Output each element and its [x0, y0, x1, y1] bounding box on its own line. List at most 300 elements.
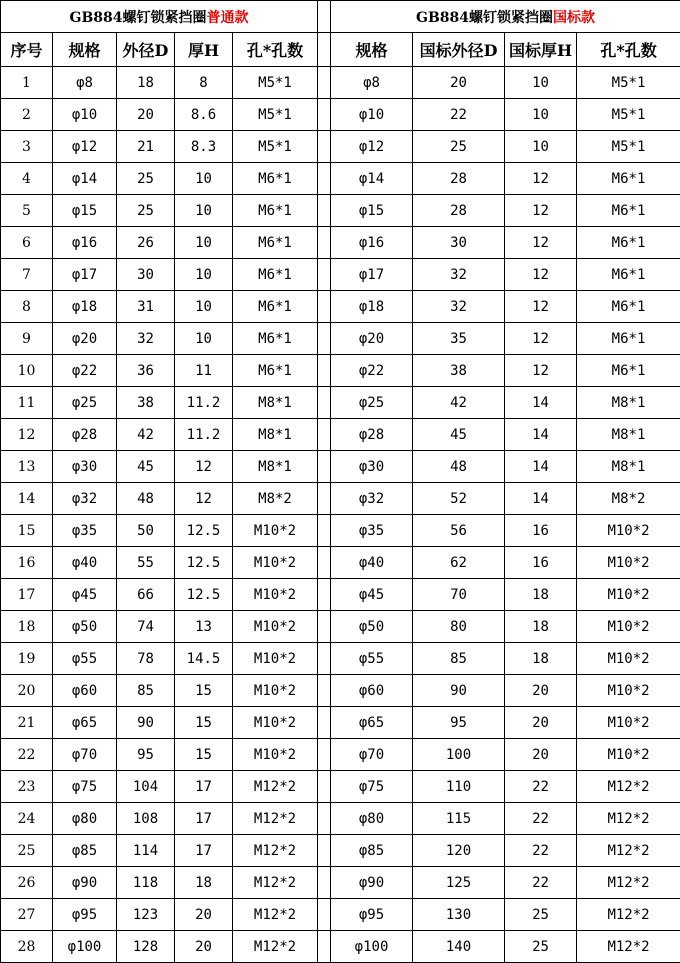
cell-gb-outer-diameter: 22: [413, 99, 505, 131]
cell-gb-thickness: 22: [505, 835, 577, 867]
cell-seq: 22: [1, 739, 53, 771]
cell-gb-thickness: 16: [505, 515, 577, 547]
cell-holes: M12*2: [233, 899, 318, 931]
table-row: [1, 387, 680, 419]
cell-holes: M6*1: [233, 259, 318, 291]
column-gap: [318, 483, 331, 515]
cell-gb-spec: φ55: [331, 643, 413, 675]
cell-gb-outer-diameter: 35: [413, 323, 505, 355]
cell-seq: 26: [1, 867, 53, 899]
cell-gb-holes: M12*2: [577, 803, 680, 835]
cell-thickness: 18: [175, 867, 233, 899]
column-gap: [318, 323, 331, 355]
cell-outer-diameter: 123: [117, 899, 175, 931]
cell-seq: 20: [1, 675, 53, 707]
table-row: [1, 707, 680, 739]
column-gap: [318, 579, 331, 611]
table-row: [1, 899, 680, 931]
cell-seq: 16: [1, 547, 53, 579]
cell-outer-diameter: 66: [117, 579, 175, 611]
cell-gb-outer-diameter: 20: [413, 67, 505, 99]
cell-gb-holes: M6*1: [577, 259, 680, 291]
column-gap: [318, 835, 331, 867]
cell-spec: φ15: [53, 195, 117, 227]
cell-outer-diameter: 25: [117, 195, 175, 227]
cell-gb-holes: M10*2: [577, 611, 680, 643]
table-row: [1, 259, 680, 291]
cell-seq: 1: [1, 67, 53, 99]
cell-holes: M8*2: [233, 483, 318, 515]
cell-gb-holes: M10*2: [577, 739, 680, 771]
cell-seq: 5: [1, 195, 53, 227]
table-row: [1, 483, 680, 515]
cell-gb-outer-diameter: 115: [413, 803, 505, 835]
cell-gb-holes: M8*1: [577, 419, 680, 451]
cell-spec: φ30: [53, 451, 117, 483]
cell-holes: M5*1: [233, 99, 318, 131]
cell-gb-spec: φ75: [331, 771, 413, 803]
cell-outer-diameter: 74: [117, 611, 175, 643]
cell-holes: M10*2: [233, 675, 318, 707]
cell-spec: φ45: [53, 579, 117, 611]
cell-gb-outer-diameter: 125: [413, 867, 505, 899]
column-gap: [318, 643, 331, 675]
cell-holes: M10*2: [233, 739, 318, 771]
cell-holes: M5*1: [233, 131, 318, 163]
cell-seq: 21: [1, 707, 53, 739]
table-row: [1, 99, 680, 131]
cell-gb-outer-diameter: 70: [413, 579, 505, 611]
cell-gb-holes: M12*2: [577, 931, 680, 963]
cell-seq: 14: [1, 483, 53, 515]
table-row: [1, 643, 680, 675]
column-gap: [318, 163, 331, 195]
table-row: [1, 131, 680, 163]
cell-seq: 25: [1, 835, 53, 867]
cell-gb-spec: φ90: [331, 867, 413, 899]
cell-spec: φ95: [53, 899, 117, 931]
cell-outer-diameter: 90: [117, 707, 175, 739]
cell-seq: 28: [1, 931, 53, 963]
column-gap: [318, 131, 331, 163]
cell-spec: φ17: [53, 259, 117, 291]
cell-gb-thickness: 12: [505, 291, 577, 323]
table-row: [1, 195, 680, 227]
cell-outer-diameter: 45: [117, 451, 175, 483]
cell-gb-holes: M6*1: [577, 355, 680, 387]
cell-gb-thickness: 12: [505, 259, 577, 291]
cell-holes: M8*1: [233, 451, 318, 483]
cell-gb-thickness: 12: [505, 227, 577, 259]
cell-holes: M5*1: [233, 67, 318, 99]
cell-gb-spec: φ25: [331, 387, 413, 419]
cell-spec: φ70: [53, 739, 117, 771]
column-gap: [318, 867, 331, 899]
cell-outer-diameter: 128: [117, 931, 175, 963]
cell-spec: φ75: [53, 771, 117, 803]
cell-thickness: 12.5: [175, 515, 233, 547]
cell-seq: 18: [1, 611, 53, 643]
cell-thickness: 17: [175, 771, 233, 803]
table-row: [1, 227, 680, 259]
cell-outer-diameter: 32: [117, 323, 175, 355]
cell-gb-outer-diameter: 100: [413, 739, 505, 771]
cell-gb-thickness: 14: [505, 451, 577, 483]
cell-gb-thickness: 22: [505, 867, 577, 899]
cell-gb-holes: M10*2: [577, 515, 680, 547]
cell-gb-holes: M8*1: [577, 451, 680, 483]
column-gap: [318, 675, 331, 707]
cell-gb-holes: M10*2: [577, 707, 680, 739]
cell-gb-outer-diameter: 25: [413, 131, 505, 163]
header-outer-diameter: 外径D: [117, 33, 175, 67]
cell-gb-holes: M10*2: [577, 579, 680, 611]
cell-seq: 11: [1, 387, 53, 419]
cell-thickness: 17: [175, 835, 233, 867]
cell-holes: M12*2: [233, 835, 318, 867]
cell-thickness: 8: [175, 67, 233, 99]
table-row: [1, 67, 680, 99]
cell-spec: φ55: [53, 643, 117, 675]
cell-holes: M6*1: [233, 323, 318, 355]
cell-gb-outer-diameter: 62: [413, 547, 505, 579]
cell-spec: φ80: [53, 803, 117, 835]
cell-spec: φ60: [53, 675, 117, 707]
cell-gb-spec: φ50: [331, 611, 413, 643]
cell-seq: 4: [1, 163, 53, 195]
cell-spec: φ12: [53, 131, 117, 163]
cell-thickness: 10: [175, 291, 233, 323]
cell-thickness: 15: [175, 739, 233, 771]
cell-thickness: 13: [175, 611, 233, 643]
cell-gb-holes: M8*1: [577, 387, 680, 419]
table-row: [1, 675, 680, 707]
table-row: [1, 803, 680, 835]
cell-gb-thickness: 18: [505, 579, 577, 611]
cell-thickness: 10: [175, 323, 233, 355]
right-title-suffix: 国标款: [553, 10, 595, 26]
table-row: [1, 291, 680, 323]
header-spec: 规格: [53, 33, 117, 67]
cell-gb-spec: φ95: [331, 899, 413, 931]
cell-holes: M10*2: [233, 547, 318, 579]
cell-thickness: 8.3: [175, 131, 233, 163]
column-gap: [318, 227, 331, 259]
cell-holes: M10*2: [233, 611, 318, 643]
cell-seq: 7: [1, 259, 53, 291]
cell-outer-diameter: 50: [117, 515, 175, 547]
cell-spec: φ20: [53, 323, 117, 355]
cell-thickness: 12: [175, 451, 233, 483]
cell-holes: M6*1: [233, 195, 318, 227]
cell-gb-outer-diameter: 90: [413, 675, 505, 707]
left-title: [1, 1, 318, 33]
table-row: [1, 611, 680, 643]
cell-thickness: 8.6: [175, 99, 233, 131]
cell-thickness: 10: [175, 259, 233, 291]
cell-thickness: 12.5: [175, 579, 233, 611]
column-gap: [318, 419, 331, 451]
cell-gb-outer-diameter: 120: [413, 835, 505, 867]
cell-gb-spec: φ12: [331, 131, 413, 163]
cell-gb-holes: M5*1: [577, 131, 680, 163]
column-gap: [318, 1, 331, 33]
cell-seq: 10: [1, 355, 53, 387]
cell-gb-spec: φ60: [331, 675, 413, 707]
cell-gb-outer-diameter: 140: [413, 931, 505, 963]
cell-gb-holes: M12*2: [577, 867, 680, 899]
cell-outer-diameter: 108: [117, 803, 175, 835]
cell-thickness: 10: [175, 195, 233, 227]
cell-outer-diameter: 42: [117, 419, 175, 451]
cell-outer-diameter: 114: [117, 835, 175, 867]
cell-seq: 27: [1, 899, 53, 931]
column-gap: [318, 451, 331, 483]
cell-spec: φ50: [53, 611, 117, 643]
column-gap: [318, 899, 331, 931]
cell-gb-holes: M6*1: [577, 163, 680, 195]
cell-gb-outer-diameter: 32: [413, 259, 505, 291]
header-holes: 孔*孔数: [233, 33, 318, 67]
cell-gb-thickness: 14: [505, 387, 577, 419]
cell-gb-spec: φ35: [331, 515, 413, 547]
cell-seq: 13: [1, 451, 53, 483]
column-gap: [318, 355, 331, 387]
header-gb-holes: 孔*孔数: [577, 33, 680, 67]
cell-gb-spec: φ10: [331, 99, 413, 131]
cell-gb-spec: φ45: [331, 579, 413, 611]
cell-holes: M12*2: [233, 931, 318, 963]
header-gb-outer-diameter: 国标外径D: [413, 33, 505, 67]
cell-spec: φ65: [53, 707, 117, 739]
cell-thickness: 15: [175, 675, 233, 707]
cell-gb-holes: M6*1: [577, 195, 680, 227]
cell-gb-thickness: 16: [505, 547, 577, 579]
cell-gb-thickness: 12: [505, 163, 577, 195]
cell-outer-diameter: 21: [117, 131, 175, 163]
cell-spec: φ22: [53, 355, 117, 387]
cell-spec: φ32: [53, 483, 117, 515]
cell-gb-spec: φ80: [331, 803, 413, 835]
cell-gb-spec: φ70: [331, 739, 413, 771]
cell-gb-spec: φ22: [331, 355, 413, 387]
table-row: [1, 579, 680, 611]
cell-gb-thickness: 20: [505, 739, 577, 771]
column-gap: [318, 33, 331, 67]
cell-outer-diameter: 31: [117, 291, 175, 323]
cell-gb-outer-diameter: 56: [413, 515, 505, 547]
cell-gb-thickness: 25: [505, 931, 577, 963]
cell-gb-spec: φ20: [331, 323, 413, 355]
cell-spec: φ10: [53, 99, 117, 131]
cell-gb-thickness: 10: [505, 99, 577, 131]
cell-outer-diameter: 30: [117, 259, 175, 291]
cell-outer-diameter: 95: [117, 739, 175, 771]
cell-gb-spec: φ30: [331, 451, 413, 483]
cell-gb-outer-diameter: 85: [413, 643, 505, 675]
cell-thickness: 11.2: [175, 387, 233, 419]
column-gap: [318, 387, 331, 419]
cell-holes: M12*2: [233, 867, 318, 899]
cell-seq: 9: [1, 323, 53, 355]
left-title-prefix: GB884螺钉锁紧挡圈: [70, 10, 207, 26]
cell-outer-diameter: 26: [117, 227, 175, 259]
cell-gb-outer-diameter: 42: [413, 387, 505, 419]
cell-spec: φ100: [53, 931, 117, 963]
cell-gb-thickness: 12: [505, 195, 577, 227]
cell-outer-diameter: 55: [117, 547, 175, 579]
cell-holes: M6*1: [233, 163, 318, 195]
cell-gb-thickness: 12: [505, 323, 577, 355]
column-gap: [318, 771, 331, 803]
cell-spec: φ35: [53, 515, 117, 547]
cell-gb-thickness: 18: [505, 643, 577, 675]
table-row: [1, 355, 680, 387]
cell-thickness: 20: [175, 899, 233, 931]
cell-outer-diameter: 20: [117, 99, 175, 131]
cell-thickness: 14.5: [175, 643, 233, 675]
cell-gb-outer-diameter: 52: [413, 483, 505, 515]
cell-gb-spec: φ17: [331, 259, 413, 291]
cell-seq: 12: [1, 419, 53, 451]
column-gap: [318, 195, 331, 227]
cell-outer-diameter: 36: [117, 355, 175, 387]
header-seq: 序号: [1, 33, 53, 67]
column-gap: [318, 259, 331, 291]
cell-gb-outer-diameter: 110: [413, 771, 505, 803]
cell-gb-spec: φ100: [331, 931, 413, 963]
cell-thickness: 10: [175, 227, 233, 259]
table-row: [1, 835, 680, 867]
header-gb-thickness: 国标厚H: [505, 33, 577, 67]
cell-gb-spec: φ28: [331, 419, 413, 451]
cell-gb-spec: φ40: [331, 547, 413, 579]
cell-spec: φ40: [53, 547, 117, 579]
cell-seq: 15: [1, 515, 53, 547]
cell-seq: 6: [1, 227, 53, 259]
cell-gb-outer-diameter: 28: [413, 195, 505, 227]
column-gap: [318, 99, 331, 131]
column-gap: [318, 67, 331, 99]
cell-spec: φ8: [53, 67, 117, 99]
cell-gb-outer-diameter: 130: [413, 899, 505, 931]
cell-holes: M6*1: [233, 291, 318, 323]
cell-gb-holes: M5*1: [577, 67, 680, 99]
cell-gb-thickness: 14: [505, 419, 577, 451]
cell-gb-outer-diameter: 28: [413, 163, 505, 195]
cell-holes: M12*2: [233, 803, 318, 835]
table-row: [1, 323, 680, 355]
cell-outer-diameter: 104: [117, 771, 175, 803]
left-title-suffix: 普通款: [207, 10, 249, 26]
cell-gb-spec: φ85: [331, 835, 413, 867]
cell-gb-holes: M12*2: [577, 835, 680, 867]
column-gap: [318, 611, 331, 643]
column-gap: [318, 739, 331, 771]
cell-gb-outer-diameter: 32: [413, 291, 505, 323]
table-row: [1, 419, 680, 451]
cell-spec: φ18: [53, 291, 117, 323]
cell-gb-thickness: 10: [505, 131, 577, 163]
table-row: [1, 547, 680, 579]
cell-gb-thickness: 14: [505, 483, 577, 515]
cell-holes: M8*1: [233, 387, 318, 419]
table-row: [1, 771, 680, 803]
header-thickness: 厚H: [175, 33, 233, 67]
title-row: [1, 1, 680, 33]
cell-holes: M10*2: [233, 707, 318, 739]
cell-seq: 8: [1, 291, 53, 323]
header-gb-spec: 规格: [331, 33, 413, 67]
table-row: [1, 515, 680, 547]
cell-gb-holes: M10*2: [577, 675, 680, 707]
cell-seq: 24: [1, 803, 53, 835]
cell-gb-outer-diameter: 38: [413, 355, 505, 387]
cell-outer-diameter: 118: [117, 867, 175, 899]
cell-gb-thickness: 22: [505, 803, 577, 835]
cell-holes: M6*1: [233, 355, 318, 387]
cell-outer-diameter: 38: [117, 387, 175, 419]
column-gap: [318, 707, 331, 739]
cell-thickness: 11.2: [175, 419, 233, 451]
cell-gb-thickness: 22: [505, 771, 577, 803]
cell-holes: M10*2: [233, 643, 318, 675]
cell-gb-holes: M10*2: [577, 547, 680, 579]
right-title: [331, 1, 680, 33]
cell-holes: M6*1: [233, 227, 318, 259]
cell-gb-outer-diameter: 95: [413, 707, 505, 739]
cell-gb-holes: M10*2: [577, 643, 680, 675]
column-gap: [318, 547, 331, 579]
cell-gb-thickness: 18: [505, 611, 577, 643]
cell-outer-diameter: 18: [117, 67, 175, 99]
table-row: [1, 451, 680, 483]
cell-gb-thickness: 20: [505, 707, 577, 739]
cell-holes: M10*2: [233, 515, 318, 547]
cell-thickness: 20: [175, 931, 233, 963]
cell-gb-spec: φ14: [331, 163, 413, 195]
cell-gb-outer-diameter: 80: [413, 611, 505, 643]
header-row: [1, 33, 680, 67]
cell-gb-thickness: 25: [505, 899, 577, 931]
cell-gb-outer-diameter: 30: [413, 227, 505, 259]
cell-holes: M12*2: [233, 771, 318, 803]
cell-thickness: 17: [175, 803, 233, 835]
table-row: [1, 867, 680, 899]
cell-spec: φ14: [53, 163, 117, 195]
cell-gb-thickness: 10: [505, 67, 577, 99]
cell-seq: 3: [1, 131, 53, 163]
cell-thickness: 12: [175, 483, 233, 515]
cell-seq: 17: [1, 579, 53, 611]
cell-gb-spec: φ16: [331, 227, 413, 259]
cell-outer-diameter: 85: [117, 675, 175, 707]
cell-holes: M8*1: [233, 419, 318, 451]
column-gap: [318, 803, 331, 835]
cell-gb-thickness: 20: [505, 675, 577, 707]
cell-thickness: 10: [175, 163, 233, 195]
cell-gb-holes: M12*2: [577, 899, 680, 931]
cell-gb-spec: φ18: [331, 291, 413, 323]
cell-gb-spec: φ15: [331, 195, 413, 227]
cell-gb-holes: M6*1: [577, 323, 680, 355]
cell-outer-diameter: 48: [117, 483, 175, 515]
cell-spec: φ85: [53, 835, 117, 867]
table-row: [1, 739, 680, 771]
cell-gb-holes: M5*1: [577, 99, 680, 131]
cell-gb-spec: φ32: [331, 483, 413, 515]
cell-gb-holes: M6*1: [577, 291, 680, 323]
